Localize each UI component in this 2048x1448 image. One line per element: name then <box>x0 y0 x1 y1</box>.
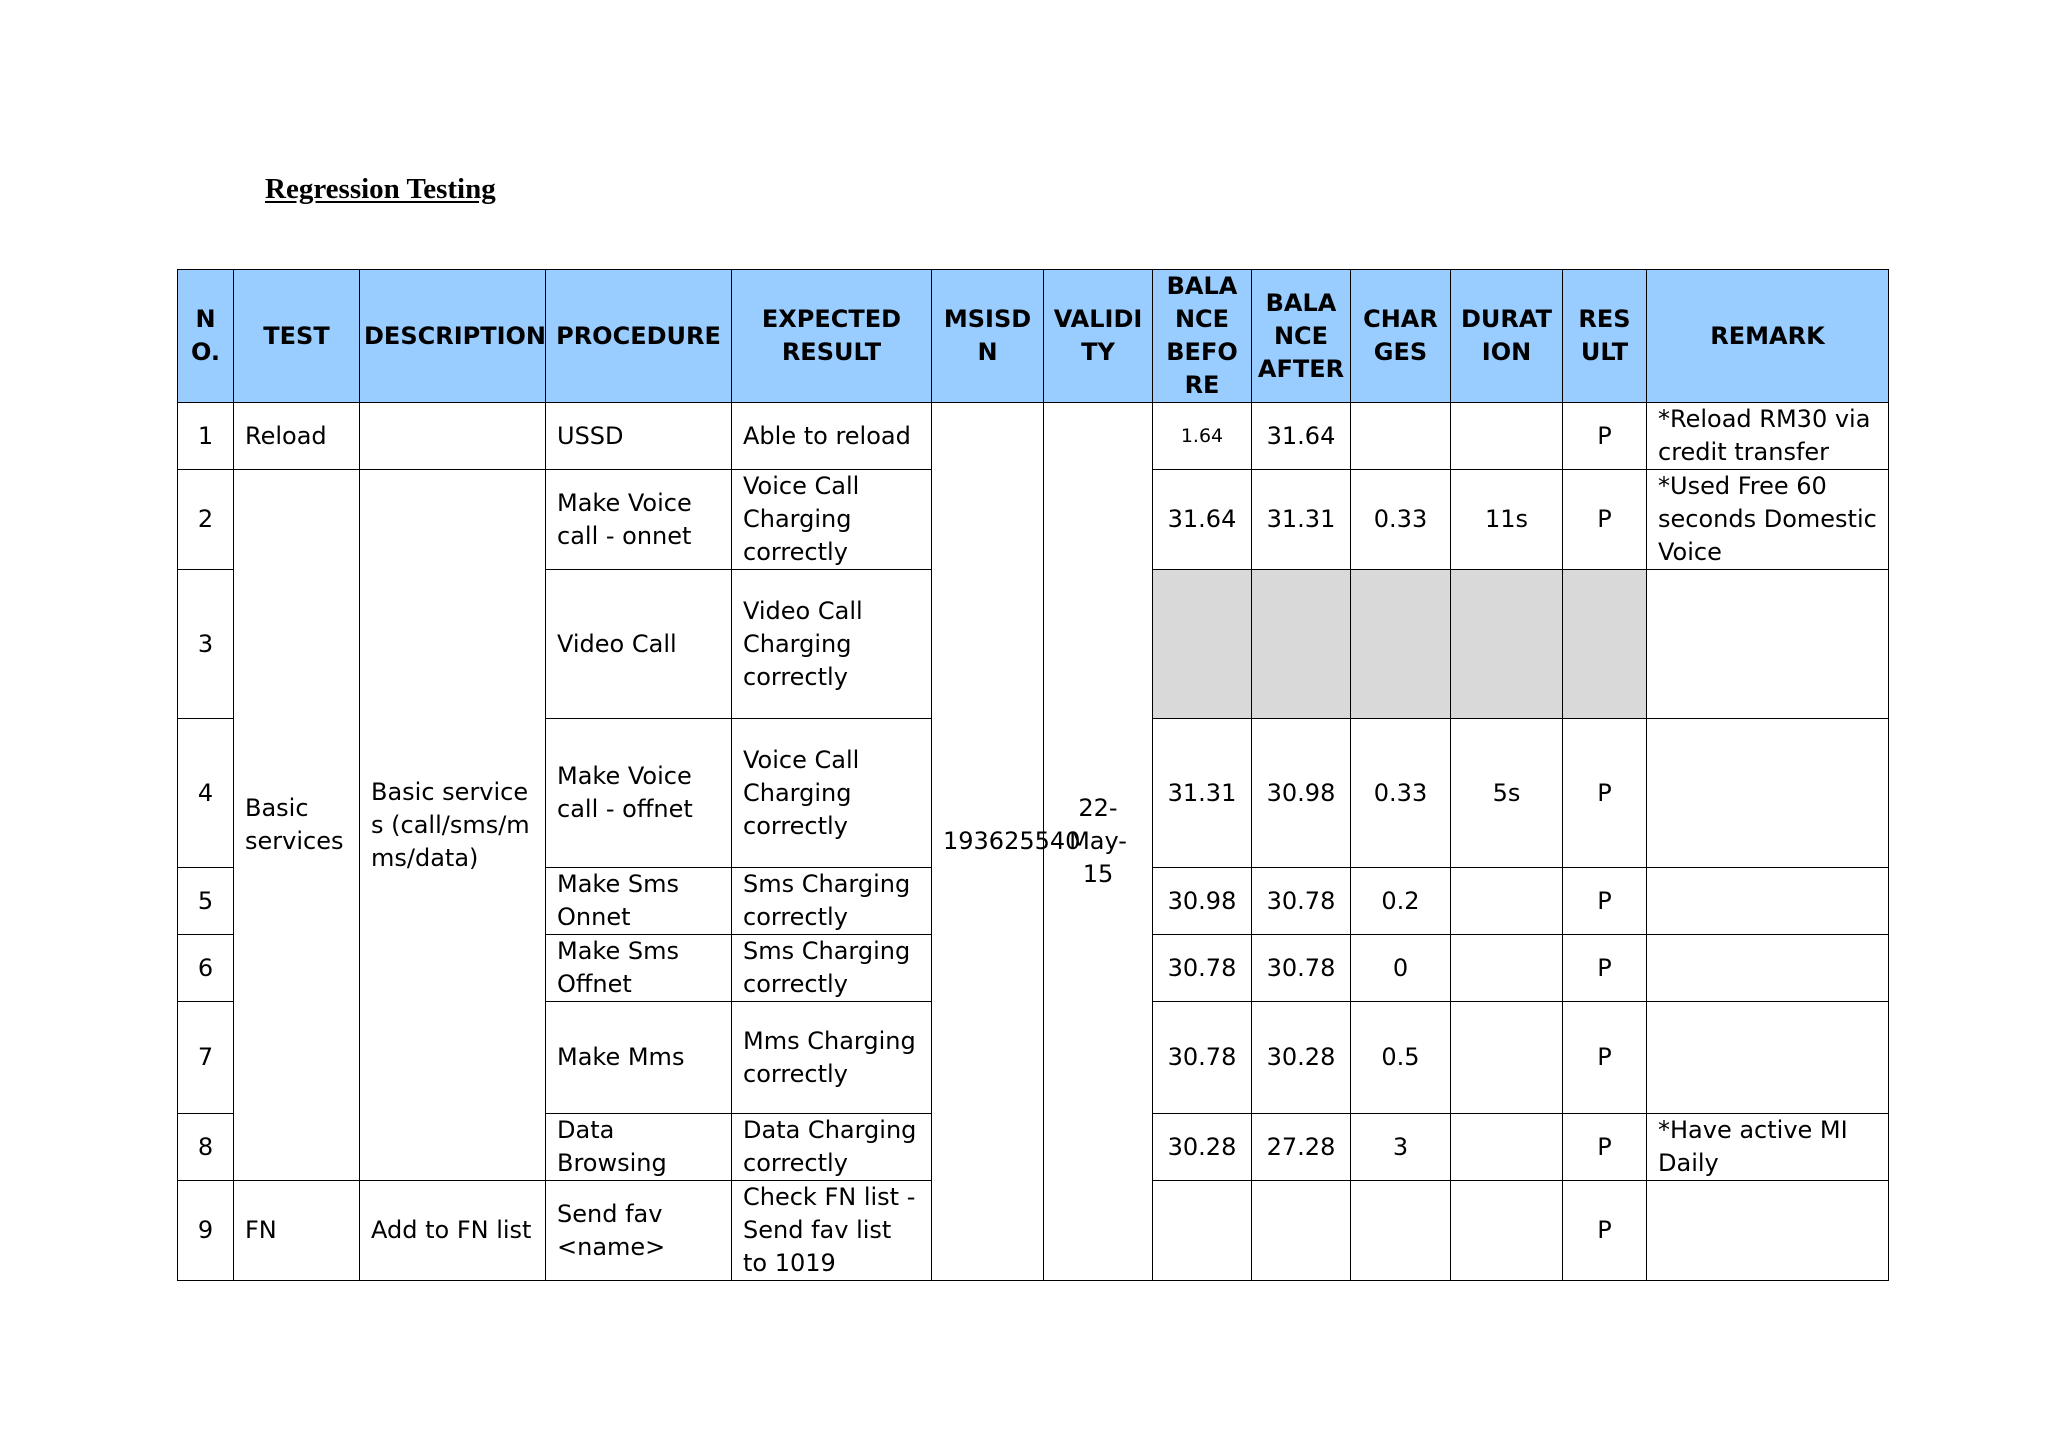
cell-balance-after: 30.78 <box>1252 935 1351 1002</box>
cell-no: 1 <box>178 403 234 470</box>
cell-result: P <box>1563 1002 1647 1114</box>
cell-no: 3 <box>178 570 234 719</box>
cell-balance-after: 31.64 <box>1252 403 1351 470</box>
cell-duration <box>1451 403 1563 470</box>
cell-charges: 0.5 <box>1351 1002 1451 1114</box>
page-title: Regression Testing <box>265 173 496 205</box>
cell-duration <box>1451 1114 1563 1181</box>
cell-balance-before <box>1153 1181 1252 1281</box>
cell-remark: *Have active MI Daily <box>1647 1114 1889 1181</box>
header-remark: REMARK <box>1647 270 1889 403</box>
cell-duration <box>1451 868 1563 935</box>
cell-charges: 0.33 <box>1351 470 1451 570</box>
cell-result: P <box>1563 868 1647 935</box>
cell-charges <box>1351 403 1451 470</box>
cell-test: Reload <box>234 403 360 470</box>
cell-procedure: Make Voice call - offnet <box>546 719 732 868</box>
cell-no: 8 <box>178 1114 234 1181</box>
cell-charges <box>1351 1181 1451 1281</box>
cell-no: 9 <box>178 1181 234 1281</box>
cell-charges: 0.33 <box>1351 719 1451 868</box>
header-expected-result: EXPECTED RESULT <box>732 270 932 403</box>
cell-result: P <box>1563 1181 1647 1281</box>
cell-result: P <box>1563 470 1647 570</box>
cell-balance-before <box>1153 570 1252 719</box>
cell-description <box>360 403 546 470</box>
cell-duration <box>1451 570 1563 719</box>
cell-balance-after: 30.28 <box>1252 1002 1351 1114</box>
cell-duration <box>1451 1181 1563 1281</box>
cell-expected-result: Check FN list - Send fav list to 1019 <box>732 1181 932 1281</box>
cell-balance-after: 27.28 <box>1252 1114 1351 1181</box>
cell-balance-after <box>1252 570 1351 719</box>
cell-result: P <box>1563 719 1647 868</box>
cell-expected-result: Sms Charging correctly <box>732 935 932 1002</box>
header-procedure: PROCEDURE <box>546 270 732 403</box>
cell-expected-result: Able to reload <box>732 403 932 470</box>
cell-no: 2 <box>178 470 234 570</box>
header-balance-before: BALA NCE BEFO RE <box>1153 270 1252 403</box>
cell-remark <box>1647 1002 1889 1114</box>
cell-no: 5 <box>178 868 234 935</box>
cell-duration: 11s <box>1451 470 1563 570</box>
cell-remark <box>1647 935 1889 1002</box>
cell-balance-before: 1.64 <box>1153 403 1252 470</box>
cell-msisdn: 193625540 <box>932 403 1044 1281</box>
cell-balance-before: 31.31 <box>1153 719 1252 868</box>
header-msisdn: MSISD N <box>932 270 1044 403</box>
cell-expected-result: Video Call Charging correctly <box>732 570 932 719</box>
header-duration: DURAT ION <box>1451 270 1563 403</box>
cell-no: 6 <box>178 935 234 1002</box>
cell-expected-result: Voice Call Charging correctly <box>732 719 932 868</box>
cell-balance-before: 30.78 <box>1153 935 1252 1002</box>
cell-balance-before: 30.98 <box>1153 868 1252 935</box>
table-header-row <box>178 270 1889 403</box>
cell-balance-before: 30.28 <box>1153 1114 1252 1181</box>
cell-remark: *Reload RM30 via credit transfer <box>1647 403 1889 470</box>
header-no: N O. <box>178 270 234 403</box>
cell-procedure: Video Call <box>546 570 732 719</box>
cell-expected-result: Voice Call Charging correctly <box>732 470 932 570</box>
cell-description-basic-services: Basic services (call/sms/mms/data) <box>360 470 546 1181</box>
cell-expected-result: Sms Charging correctly <box>732 868 932 935</box>
header-result: RES ULT <box>1563 270 1647 403</box>
cell-expected-result: Mms Charging correctly <box>732 1002 932 1114</box>
cell-duration: 5s <box>1451 719 1563 868</box>
cell-description: Add to FN list <box>360 1181 546 1281</box>
header-validity: VALIDI TY <box>1044 270 1153 403</box>
cell-result: P <box>1563 403 1647 470</box>
cell-remark <box>1647 719 1889 868</box>
cell-procedure: Make Voice call - onnet <box>546 470 732 570</box>
cell-procedure: Make Sms Offnet <box>546 935 732 1002</box>
regression-table <box>177 269 1889 1281</box>
cell-no: 7 <box>178 1002 234 1114</box>
cell-balance-after: 30.78 <box>1252 868 1351 935</box>
cell-remark <box>1647 1181 1889 1281</box>
cell-charges: 0 <box>1351 935 1451 1002</box>
header-test: TEST <box>234 270 360 403</box>
cell-procedure: Make Mms <box>546 1002 732 1114</box>
cell-balance-before: 30.78 <box>1153 1002 1252 1114</box>
cell-test-basic-services: Basic services <box>234 470 360 1181</box>
cell-result: P <box>1563 1114 1647 1181</box>
cell-procedure: Send fav <name> <box>546 1181 732 1281</box>
cell-procedure: Data Browsing <box>546 1114 732 1181</box>
cell-remark <box>1647 570 1889 719</box>
cell-charges <box>1351 570 1451 719</box>
cell-remark <box>1647 868 1889 935</box>
cell-balance-after: 30.98 <box>1252 719 1351 868</box>
header-balance-after: BALA NCE AFTER <box>1252 270 1351 403</box>
cell-balance-before: 31.64 <box>1153 470 1252 570</box>
header-description: DESCRIPTION <box>360 270 546 403</box>
cell-result <box>1563 570 1647 719</box>
header-charges: CHAR GES <box>1351 270 1451 403</box>
cell-balance-after: 31.31 <box>1252 470 1351 570</box>
cell-expected-result: Data Charging correctly <box>732 1114 932 1181</box>
cell-remark: *Used Free 60 seconds Domestic Voice <box>1647 470 1889 570</box>
cell-validity: 22-May-15 <box>1044 403 1153 1281</box>
cell-balance-after <box>1252 1181 1351 1281</box>
cell-charges: 0.2 <box>1351 868 1451 935</box>
cell-result: P <box>1563 935 1647 1002</box>
cell-test: FN <box>234 1181 360 1281</box>
cell-procedure: USSD <box>546 403 732 470</box>
cell-duration <box>1451 1002 1563 1114</box>
cell-procedure: Make Sms Onnet <box>546 868 732 935</box>
table-row <box>178 403 1889 470</box>
cell-no: 4 <box>178 719 234 868</box>
cell-duration <box>1451 935 1563 1002</box>
cell-charges: 3 <box>1351 1114 1451 1181</box>
